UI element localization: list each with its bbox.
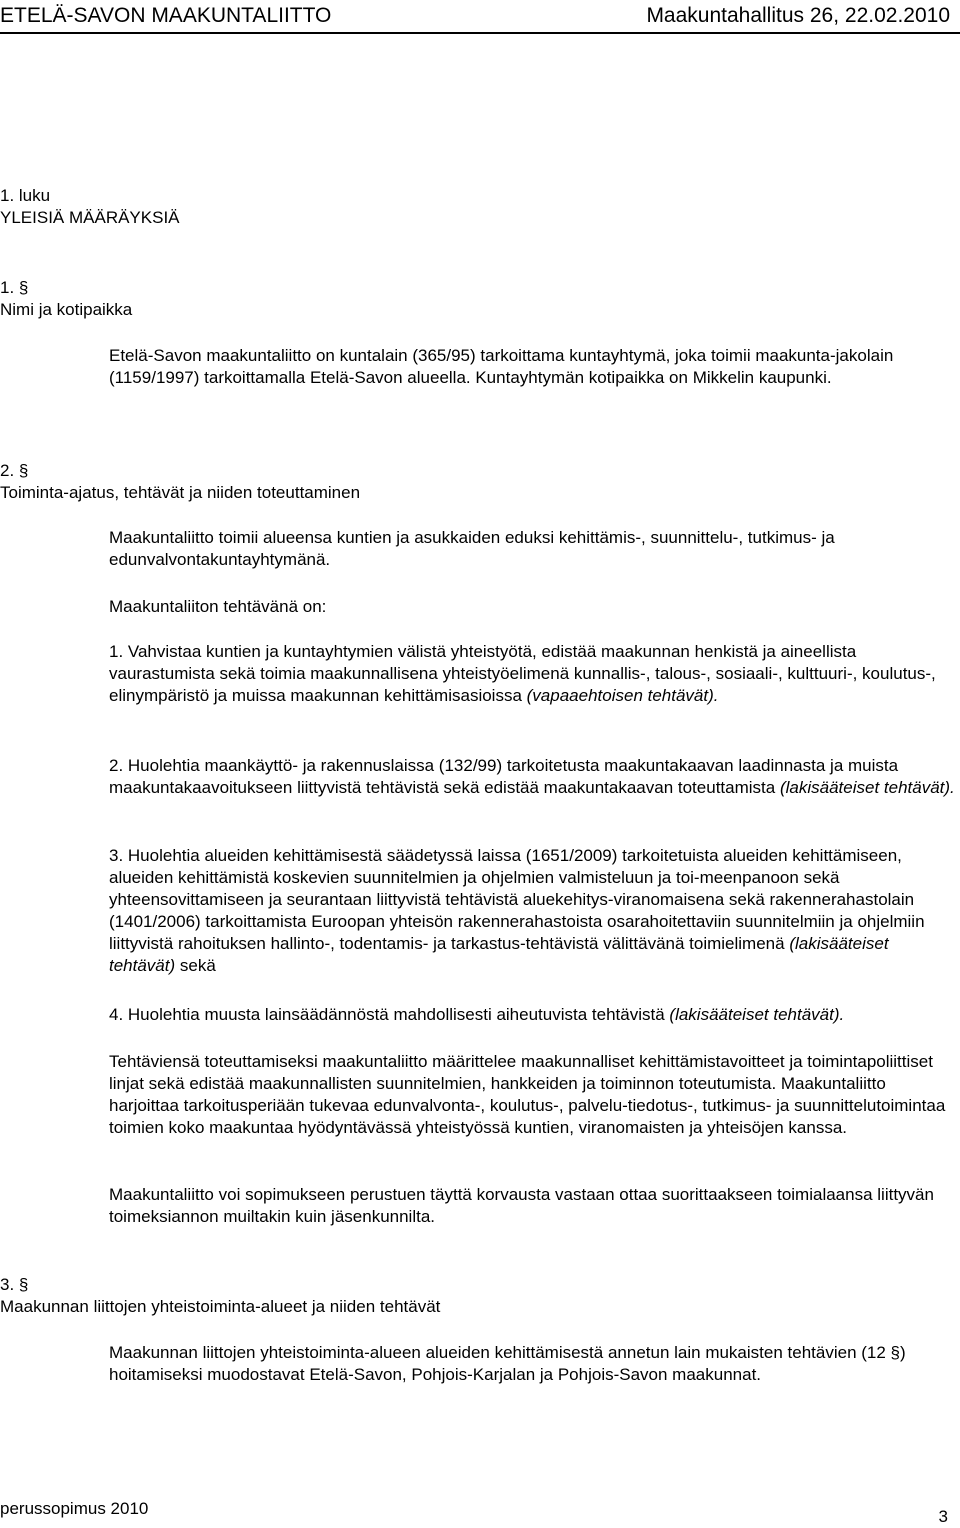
footer-document-name: perussopimus 2010 — [0, 1499, 149, 1518]
section-2-number: 2. § — [0, 461, 29, 480]
section-3-title: Maakunnan liittojen yhteistoiminta-alueet ja niiden tehtävät — [0, 1297, 441, 1316]
section-1-title: Nimi ja kotipaikka — [0, 300, 133, 319]
section-2-paragraph-1: Tehtäviensä toteuttamiseksi maakuntaliitto määrittelee maakunnalliset kehittämistavoitteet ja toimintapoliittiset linjat sekä edistää maakunnallisten suunnitelmien, hankkeiden ja toiminnon toteutumista. Maakuntaliitto harjoittaa tarkoitusperiään tukevaa edunvalvonta-, koulutus-, palvelu-tiedotus-, tutkimus- ja suunnittelutoimintaa toimien koko maakuntaa hyödyntävässä yhteistyössä kuntien, viranomaisten ja yhteisöjen kanssa. — [109, 1052, 946, 1137]
task-item-1 — [109, 641, 955, 707]
header-rule — [0, 32, 960, 34]
chapter-title: YLEISIÄ MÄÄRÄYKSIÄ — [0, 208, 180, 227]
section-2-paragraph-2: Maakuntaliitto voi sopimukseen perustuen täyttä korvausta vastaan ottaa suorittaakseen toimialaansa liittyvän toimeksiannon muiltakin kuin jäsenkunnilta. — [109, 1185, 934, 1226]
task-item-3-note: (lakisääteiset tehtävät) — [109, 934, 889, 975]
task-item-4-note: (lakisääteiset tehtävät). — [669, 1005, 845, 1024]
task-item-2 — [109, 755, 955, 799]
task-item-1-text: 1. Vahvistaa kuntien ja kuntayhtymien välistä yhteistyötä, edistää maakunnan henkistä ja aineellista vaurastumista sekä toimia maakunnallisena yhteistyöelimenä kunnallis-, talous-, sosiaali-, kulttuuri-, koulutus-, elinympäristö ja muissa maakunnan kehittämisasioissa — [109, 642, 936, 705]
task-item-3 — [109, 845, 955, 977]
section-1-text: Etelä-Savon maakuntaliitto on kuntalain (365/95) tarkoittama kuntayhtymä, joka toimii maakunta-jakolain (1159/1997) tarkoittamalla Etelä-Savon alueella. Kuntayhtymän kotipaikka on Mikkelin kaupunki. — [109, 346, 894, 387]
section-3-number: 3. § — [0, 1275, 29, 1294]
header-org: ETELÄ-SAVON MAAKUNTALIITTO — [0, 4, 332, 27]
header-meeting: Maakuntahallitus 26, 22.02.2010 — [646, 4, 950, 27]
task-item-4-text: 4. Huolehtia muusta lainsäädännöstä mahdollisesti aiheutuvista tehtävistä — [109, 1005, 665, 1024]
section-2-tasks-heading: Maakuntaliiton tehtävänä on: — [109, 597, 327, 616]
section-1-number: 1. § — [0, 278, 29, 297]
task-item-2-text: 2. Huolehtia maankäyttö- ja rakennuslaissa (132/99) tarkoitetusta maakuntakaavan laadinnasta ja muista maakuntakaavoitukseen liittyvistä tehtävistä sekä edistää maakuntakaavan toteuttamista — [109, 756, 899, 797]
task-item-3-text: 3. Huolehtia alueiden kehittämisestä säädetyssä laissa (1651/2009) tarkoitetuista alueiden kehittämiseen, alueiden kehittämistä koskevien suunnitelmien ja ohjelmien valmisteluun ja toi-meenpanoon sekä yhteensovittamiseen ja seurantaan liittyvistä tehtävistä aluekehitys-viranomaisena sekä rakennerahastolain (1401/2006) tarkoittamista Euroopan yhteisön rakennerahastoista osarahoitettaviin suunnitelmiin ja ohjelmiin liittyvistä rahoituksen hallinto-, todentamis- ja tarkastus-tehtävistä välittävänä toimielimenä — [109, 846, 925, 953]
task-item-1-note: (vapaaehtoisen tehtävät). — [526, 686, 719, 705]
section-2-intro: Maakuntaliitto toimii alueensa kuntien ja asukkaiden eduksi kehittämis-, suunnittelu-, tutkimus- ja edunvalvontakuntayhtymänä. — [109, 528, 835, 569]
footer-page-number: 3 — [938, 1507, 948, 1526]
section-3-text: Maakunnan liittojen yhteistoiminta-alueen alueiden kehittämisestä annetun lain mukaisten tehtävien (12 §) hoitamiseksi muodostavat Etelä-Savon, Pohjois-Karjalan ja Pohjois-Savon maakunnat. — [109, 1343, 906, 1384]
section-2-title: Toiminta-ajatus, tehtävät ja niiden toteuttaminen — [0, 483, 361, 502]
task-item-2-note: (lakisääteiset tehtävät). — [779, 778, 955, 797]
chapter-number: 1. luku — [0, 186, 51, 205]
task-item-3-tail: sekä — [179, 956, 216, 975]
task-item-4 — [109, 1004, 955, 1026]
